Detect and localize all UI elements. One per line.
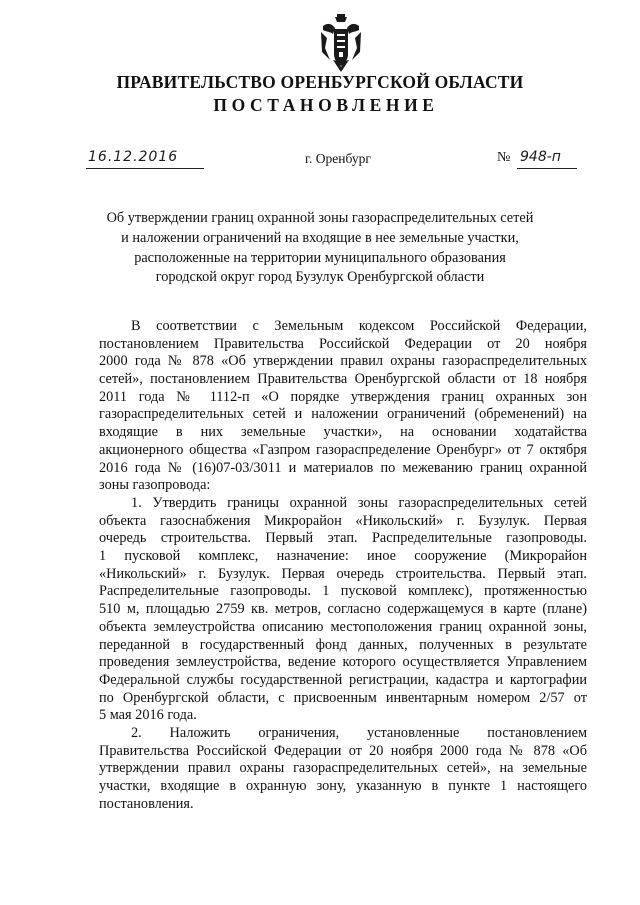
number-label: № xyxy=(497,150,511,165)
text-line: Правительства Российской Федерации от 20 ноября 2000 года № 878 «Об xyxy=(99,742,587,759)
text-line: постановления. xyxy=(99,795,194,812)
text-line: проведения землеустройства, ведение которого осуществляется Управлением xyxy=(99,654,587,671)
text-line: входящие в них земельные участки», на основании ходатайства xyxy=(99,424,587,441)
text-line: 1. Утвердить границы охранной зоны газораспределительных сетей xyxy=(131,495,587,511)
document-number: 948-п xyxy=(520,149,561,165)
number-field xyxy=(517,148,577,169)
coat-of-arms-icon xyxy=(318,14,364,72)
text-line: постановлением Правительства Российской Федерации от 20 ноября xyxy=(99,335,587,352)
text-line: зоны газопровода: xyxy=(99,477,211,494)
item-2-paragraph xyxy=(99,725,587,813)
text-line: переданной в государственный фонд данных, полученных в результате xyxy=(99,636,587,653)
text-line: по Оренбургской области, с присвоенным инвентарным номером 2/57 от xyxy=(99,689,587,706)
title-line: и наложении ограничений на входящие в нее земельные участки, xyxy=(121,229,519,246)
text-line: 2016 года № (16)07-03/3011 и материалов по межеванию границ охранной xyxy=(99,459,587,476)
text-line: участки, входящие в охранную зону, указанную в пункте 1 настоящего xyxy=(99,778,587,795)
text-line: Федеральной службы государственной регистрации, кадастра и картографии xyxy=(99,671,587,688)
text-line: 510 м, площадью 2759 кв. метров, согласно содержащемуся в карте (плане) xyxy=(99,601,587,618)
document-date: 16.12.2016 xyxy=(88,149,179,165)
title-line: городской округ город Бузулук Оренбургской области xyxy=(155,269,485,286)
preamble-paragraph xyxy=(99,318,587,495)
organization-name: ПРАВИТЕЛЬСТВО ОРЕНБУРГСКОЙ ОБЛАСТИ xyxy=(116,72,524,92)
title-line: расположенные на территории муниципального образования xyxy=(134,249,506,266)
title-line: Об утверждении границ охранной зоны газораспределительных сетей xyxy=(106,210,534,226)
text-line: 1 пусковой комплекс, назначение: иное сооружение (Микрорайон xyxy=(99,548,587,565)
city-label: г. Оренбург xyxy=(305,151,371,166)
document-type: ПОСТАНОВЛЕНИЕ xyxy=(213,95,439,115)
date-field xyxy=(86,148,204,169)
text-line: В соответствии с Земельным кодексом Российской Федерации, xyxy=(131,318,587,334)
document-title xyxy=(100,209,540,288)
text-line: «Никольский» г. Бузулук. Первая очередь строительства. Первый этап. xyxy=(99,565,587,582)
text-line: Распределительные газопроводы. 1 пусковой комплекс), протяженностью xyxy=(99,583,587,600)
text-line: 2. Наложить ограничения, установленные постановлением xyxy=(131,725,587,741)
text-line: утверждении правил охраны газораспределительных сетей», на земельные xyxy=(99,760,587,777)
text-line: очередь строительства. Первый этап. Распределительные газопроводы. xyxy=(99,530,587,547)
text-line: объекта землеустройства описанию местоположения границ охранной зоны, xyxy=(99,618,587,635)
text-line: 2000 года № 878 «Об утверждении правил охраны газораспределительных xyxy=(99,353,587,370)
text-line: объекта газоснабжения Микрорайон «Никольский» г. Бузулук. Первая xyxy=(99,512,587,529)
text-line: 2011 года № 1112-п «О порядке утверждения границ охранных зон xyxy=(99,388,587,405)
text-line: газораспределительных сетей и наложении ограничений (обременений) на xyxy=(99,406,587,423)
text-line: сетей», постановлением Правительства Оренбургской области от 18 ноября xyxy=(99,371,587,388)
item-1-paragraph xyxy=(99,495,587,725)
text-line: 5 мая 2016 года. xyxy=(99,707,197,724)
text-line: акционерного общества «Газпром газораспределение Оренбург» от 7 октября xyxy=(99,441,587,458)
